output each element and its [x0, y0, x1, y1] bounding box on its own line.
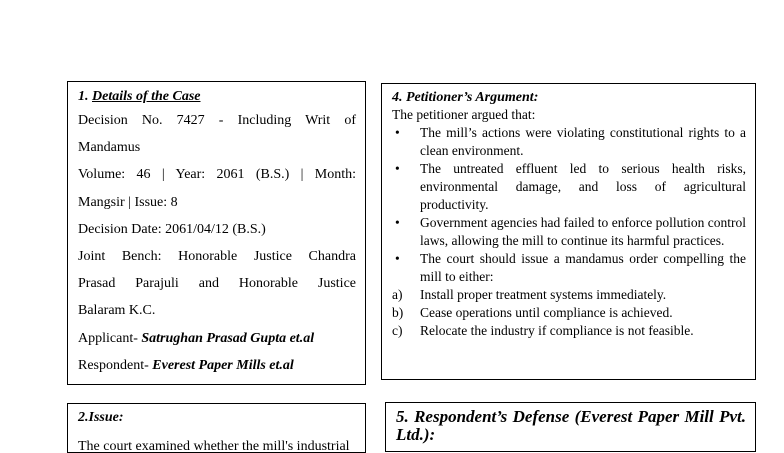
bullet-text: The untreated effluent led to serious health risks, environmental damage, and loss of agricultural productivity.: [420, 161, 746, 212]
petitioner-argument-box: [381, 83, 756, 380]
bullet-icon: •: [395, 125, 400, 140]
argument-bullet: [392, 124, 746, 160]
heading-title: Details of the Case: [92, 89, 201, 104]
petitioner-heading: 4. Petitioner’s Argument:: [392, 90, 539, 105]
mandamus-option: [392, 304, 746, 322]
respondent-line: [78, 352, 356, 379]
month-issue: Mangsir | Issue: 8: [78, 194, 178, 210]
option-text: Cease operations until compliance is achieved.: [420, 305, 673, 320]
option-marker: b): [392, 305, 404, 320]
issue-text: The court examined whether the mill's industrial: [78, 439, 350, 453]
argument-bullet-list: [392, 124, 746, 286]
respondent-label: Respondent-: [78, 357, 153, 373]
issue-heading: 2.Issue:: [78, 410, 124, 425]
applicant-line: [78, 325, 356, 352]
argument-bullet: [392, 214, 746, 250]
option-text: Relocate the industry if compliance is not feasible.: [420, 323, 694, 338]
bench-line-1: Joint Bench: Honorable Justice Chandra: [78, 249, 356, 265]
respondent-defense-heading: 5. Respondent’s Defense (Everest Paper Mill Pvt. Ltd.):: [396, 407, 746, 444]
petitioner-intro: The petitioner argued that:: [392, 107, 536, 122]
bullet-text: Government agencies had failed to enforce pollution control laws, allowing the mill to continue its harmful practices.: [420, 215, 746, 248]
applicant-label: Applicant-: [78, 330, 142, 346]
bench-line-2: Prasad Parajuli and Honorable Justice: [78, 276, 356, 292]
option-marker: a): [392, 287, 403, 302]
bullet-icon: •: [395, 161, 400, 176]
mandamus-option: [392, 322, 746, 340]
mandamus-options-list: [392, 286, 746, 340]
heading-number: 1.: [78, 89, 92, 104]
bullet-icon: •: [395, 215, 400, 230]
decision-date: Decision Date: 2061/04/12 (B.S.): [78, 221, 266, 237]
argument-bullet: [392, 250, 746, 286]
bullet-text: The mill’s actions were violating constitutional rights to a clean environment.: [420, 125, 746, 158]
decision-number: Decision No. 7427 - Including Writ of: [78, 113, 356, 128]
volume-year-month: Volume: 46 | Year: 2061 (B.S.) | Month:: [78, 167, 356, 183]
applicant-value: Satrughan Prasad Gupta et.al: [141, 330, 315, 346]
bullet-text: The court should issue a mandamus order compelling the mill to either:: [420, 251, 746, 284]
argument-bullet: [392, 160, 746, 214]
decision-type: Mandamus: [78, 140, 141, 156]
issue-box: [67, 403, 366, 453]
option-marker: c): [392, 323, 403, 338]
option-text: Install proper treatment systems immediately.: [420, 287, 667, 302]
respondent-defense-box: [385, 402, 756, 452]
mandamus-option: [392, 286, 746, 304]
case-details-heading: [78, 87, 356, 107]
bench-line-3: Balaram K.C.: [78, 303, 156, 319]
respondent-value: Everest Paper Mills et.al: [152, 357, 294, 373]
bullet-icon: •: [395, 251, 400, 266]
case-details-box: [67, 81, 366, 385]
